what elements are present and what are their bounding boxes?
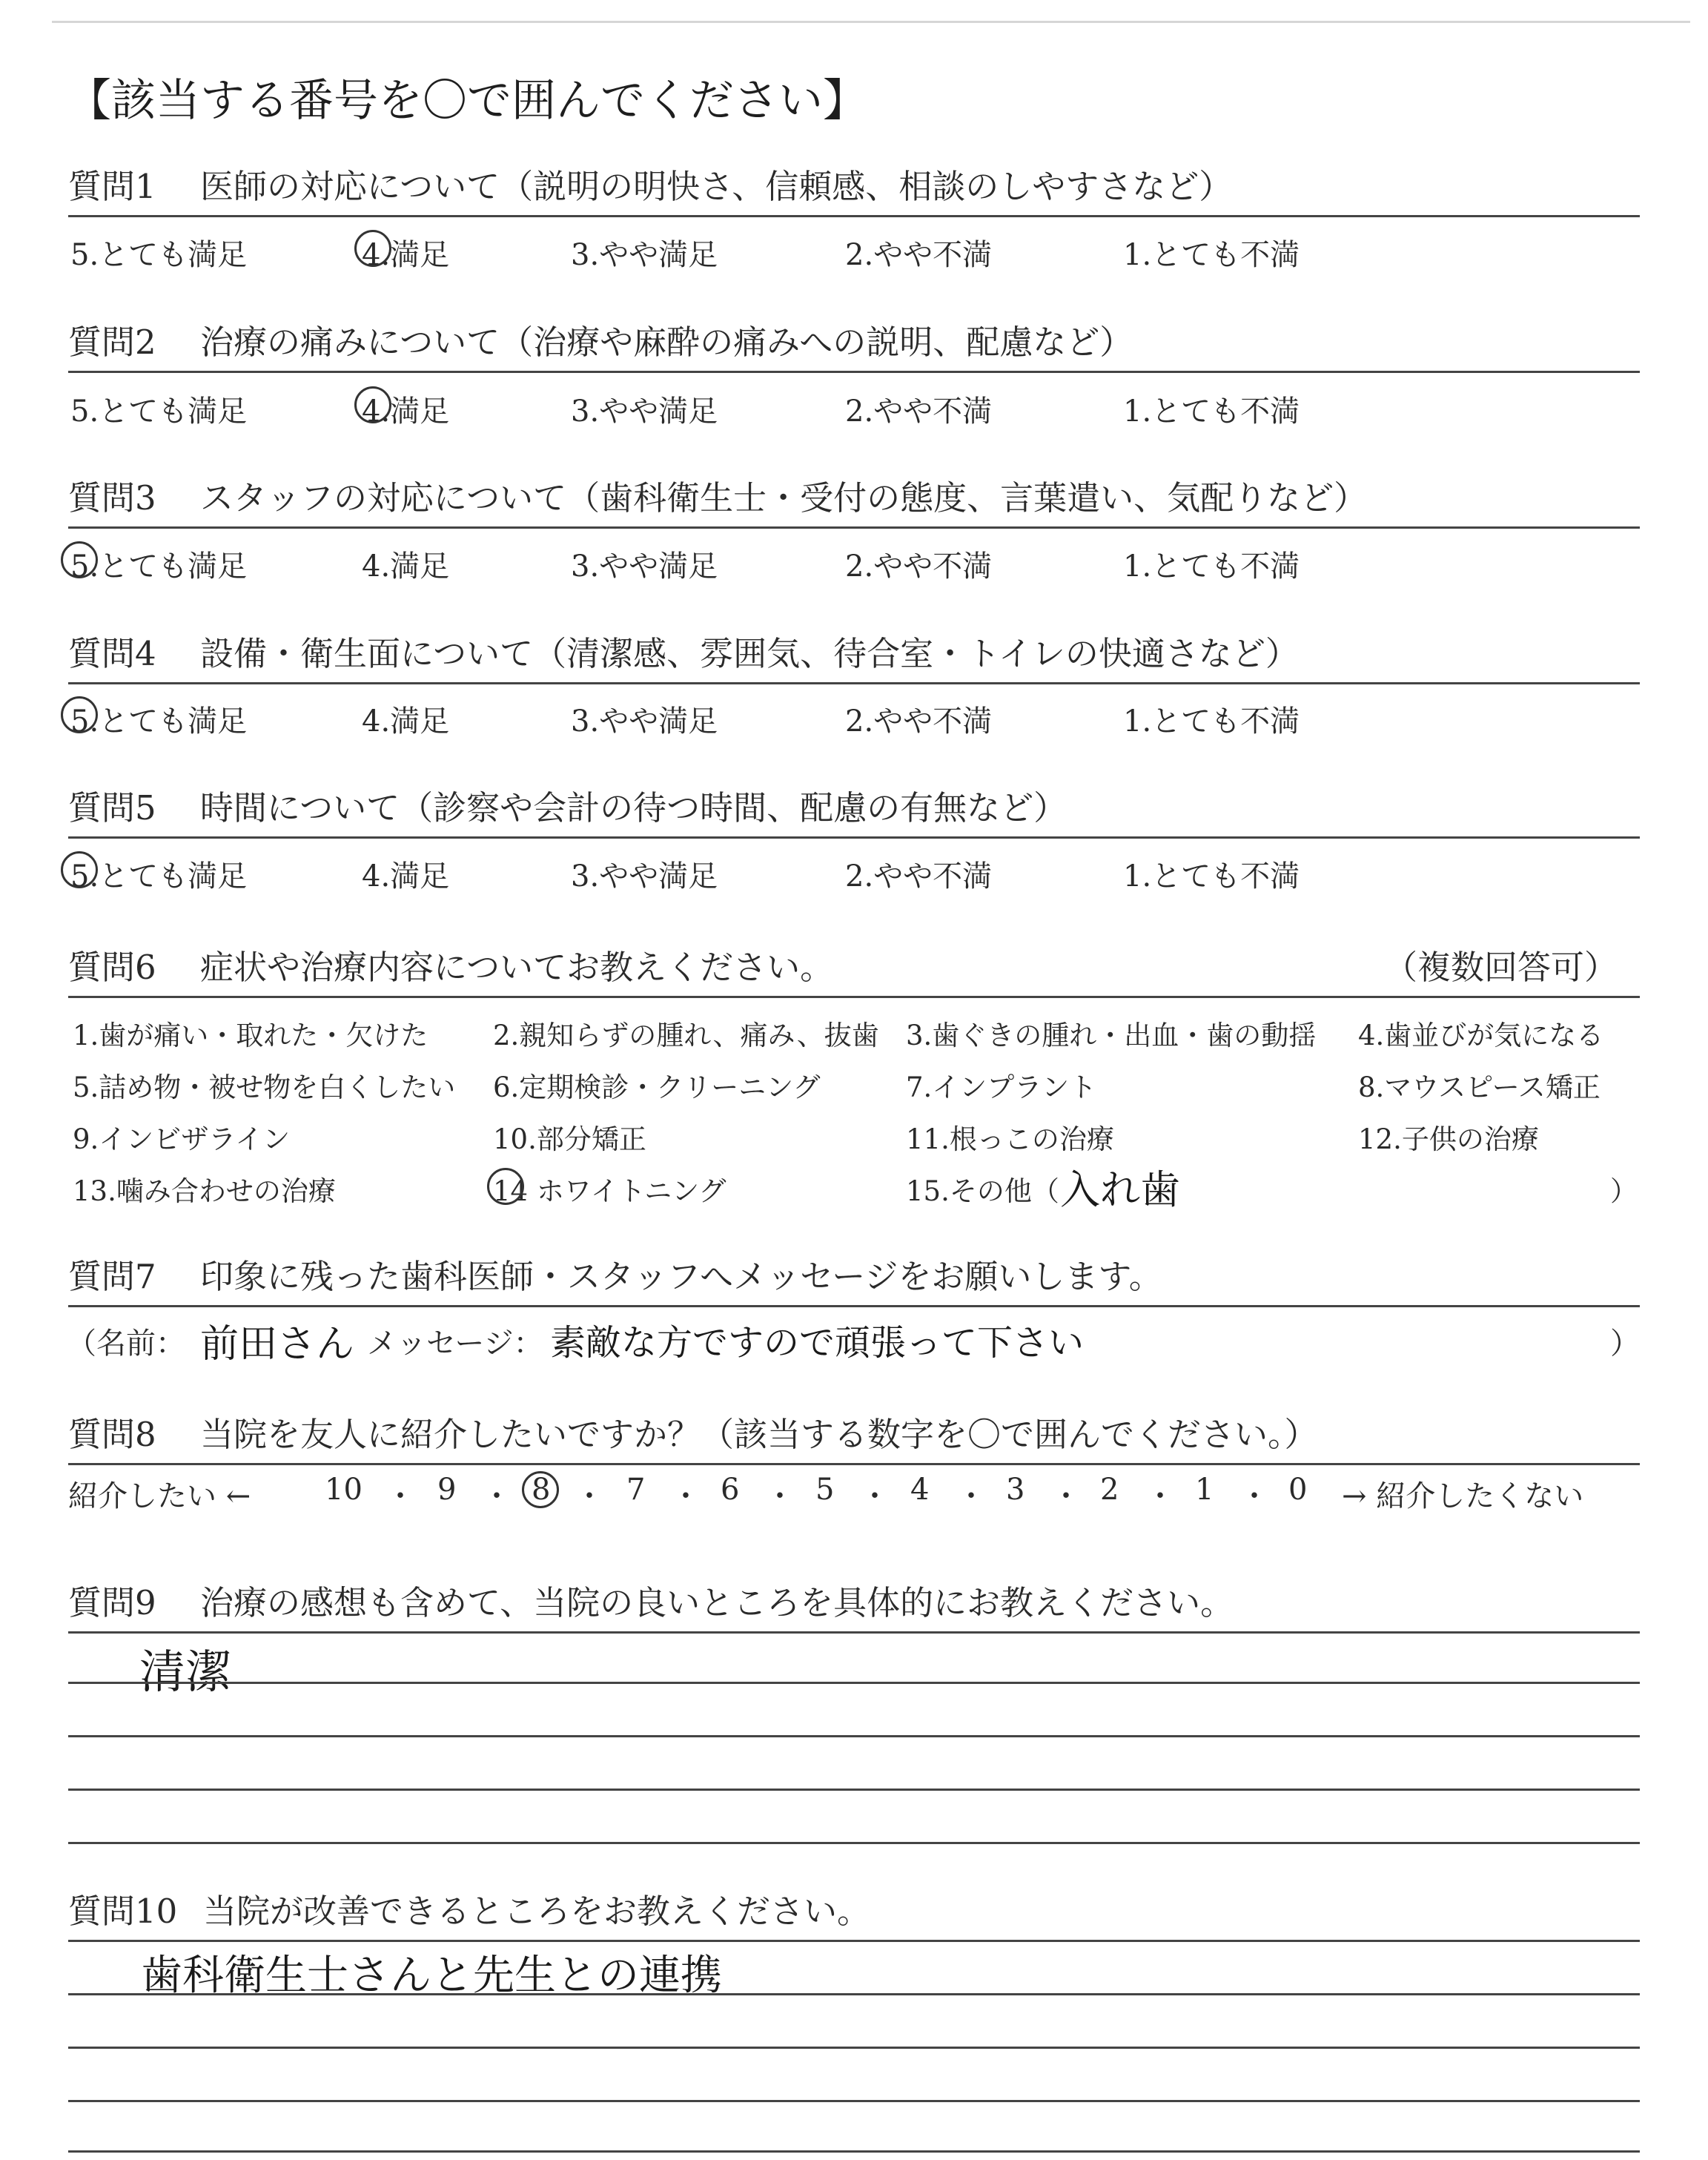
question-text: 当院を友人に紹介したいですか？（該当する数字を〇で囲んでください。） <box>200 1415 1318 1454</box>
checklist-item[interactable]: 14 ホワイトニング <box>493 1175 726 1207</box>
question-1 <box>68 156 1640 217</box>
question-2 <box>68 311 1640 373</box>
option-2[interactable]: 2.やや不満 <box>845 238 993 272</box>
scale-value[interactable]: 6 <box>721 1473 740 1507</box>
option-2[interactable]: 2.やや不満 <box>845 549 993 584</box>
checklist-item[interactable]: 4.歯並びが気になる <box>1358 1020 1604 1051</box>
scale-dot: ・ <box>765 1479 795 1513</box>
question-number: 質問10 <box>68 1892 178 1931</box>
page-title: 【該当する番号を〇で囲んでください】 <box>67 75 867 127</box>
answer-line <box>68 1940 1640 1942</box>
scale-left-label: 紹介したい ← <box>68 1479 251 1513</box>
question-text: 治療の感想も含めて、当院の良いところを具体的にお教えください。 <box>200 1583 1234 1622</box>
question-10 <box>68 1880 1640 1940</box>
scale-dot: ・ <box>385 1479 415 1513</box>
scale-dot: ・ <box>1239 1479 1269 1513</box>
scale-dot: ・ <box>860 1479 890 1513</box>
answer-line <box>68 2100 1640 2102</box>
option-1[interactable]: 1.とても不満 <box>1123 859 1300 894</box>
question-text: 医師の対応について（説明の明快さ、信頼感、相談のしやすさなど） <box>200 167 1233 206</box>
checklist-item[interactable]: 8.マウスピース矯正 <box>1358 1071 1601 1103</box>
selected-circle <box>61 851 98 888</box>
answer-handwritten: 清潔 <box>139 1645 232 1699</box>
option-5[interactable]: 5.とても満足 <box>70 394 248 429</box>
option-3[interactable]: 3.やや満足 <box>571 859 718 894</box>
checklist-item[interactable]: 1.歯が痛い・取れた・欠けた <box>73 1020 428 1051</box>
scale-value[interactable]: 8 <box>532 1473 551 1507</box>
question-number: 質問1 <box>68 167 156 206</box>
option-1[interactable]: 1.とても不満 <box>1123 549 1300 584</box>
option-1[interactable]: 1.とても不満 <box>1123 704 1300 739</box>
option-5[interactable]: 5.とても満足 <box>70 859 248 894</box>
answer-line <box>68 1993 1640 1995</box>
message-value-handwritten: 素敵な方ですので頑張って下さい <box>550 1322 1085 1364</box>
name-label: （名前： <box>67 1327 185 1361</box>
option-5[interactable]: 5.とても満足 <box>70 549 248 584</box>
checklist-item[interactable]: 10.部分矯正 <box>493 1123 646 1155</box>
selected-circle <box>61 541 98 578</box>
selected-circle <box>522 1471 559 1508</box>
scale-dot: ・ <box>1051 1479 1081 1513</box>
option-3[interactable]: 3.やや満足 <box>571 394 718 429</box>
scale-value[interactable]: 10 <box>325 1473 363 1507</box>
checklist-item[interactable]: 5.詰め物・被せ物を白くしたい <box>73 1071 456 1103</box>
answer-handwritten: 歯科衛生士さんと先生との連携 <box>141 1952 722 2000</box>
scale-dot: ・ <box>1145 1479 1175 1513</box>
checklist-item[interactable]: 7.インプラント <box>906 1071 1097 1103</box>
message-label: メッセージ： <box>367 1327 543 1361</box>
question-number: 質問5 <box>68 788 156 828</box>
question-text: 当院が改善できるところをお教えください。 <box>203 1892 871 1931</box>
answer-line <box>68 2150 1640 2153</box>
question-text: 症状や治療内容についてお教えください。 <box>200 948 834 987</box>
option-4[interactable]: 4.満足 <box>362 704 450 739</box>
question-text: 設備・衛生面について（清潔感、雰囲気、待合室・トイレの快適さなど） <box>200 634 1299 673</box>
question-number: 質問9 <box>68 1583 156 1622</box>
selected-circle <box>354 386 391 423</box>
question-number: 質問6 <box>68 948 156 987</box>
scale-dot: ・ <box>482 1479 512 1513</box>
option-1[interactable]: 1.とても不満 <box>1123 394 1300 429</box>
scale-dot: ・ <box>671 1479 701 1513</box>
option-5[interactable]: 5.とても満足 <box>70 704 248 739</box>
checklist-item[interactable]: 11.根っこの治療 <box>906 1123 1114 1155</box>
checklist-item[interactable]: 6.定期検診・クリーニング <box>493 1071 821 1103</box>
close-paren: ） <box>1610 1175 1638 1207</box>
question-8 <box>68 1404 1640 1465</box>
close-paren: ） <box>1610 1327 1640 1361</box>
question-number: 質問7 <box>68 1257 156 1296</box>
scale-value[interactable]: 7 <box>626 1473 646 1507</box>
top-border <box>52 21 1690 23</box>
scale-value[interactable]: 5 <box>815 1473 835 1507</box>
checklist-item[interactable]: 15.その他（ <box>906 1175 1059 1207</box>
option-2[interactable]: 2.やや不満 <box>845 394 993 429</box>
answer-line <box>68 1842 1640 1844</box>
question-number: 質問8 <box>68 1415 156 1454</box>
scale-value[interactable]: 2 <box>1100 1473 1119 1507</box>
question-6 <box>68 937 1640 998</box>
question-3 <box>68 467 1640 529</box>
other-answer-handwritten: 入れ歯 <box>1060 1166 1180 1213</box>
question-text: スタッフの対応について（歯科衛生士・受付の態度、言葉遣い、気配りなど） <box>200 478 1368 518</box>
question-note: （複数回答可） <box>1383 948 1618 987</box>
checklist-item[interactable]: 3.歯ぐきの腫れ・出血・歯の動揺 <box>906 1020 1317 1051</box>
question-text: 治療の痛みについて（治療や麻酔の痛みへの説明、配慮など） <box>200 323 1133 362</box>
scale-dot: ・ <box>575 1479 604 1513</box>
option-2[interactable]: 2.やや不満 <box>845 704 993 739</box>
option-5[interactable]: 5.とても満足 <box>70 238 248 272</box>
scale-value[interactable]: 1 <box>1195 1473 1214 1507</box>
scale-right-label: → 紹介したくない <box>1342 1479 1584 1513</box>
option-3[interactable]: 3.やや満足 <box>571 549 718 584</box>
option-4[interactable]: 4.満足 <box>362 859 450 894</box>
scale-dot: ・ <box>956 1479 986 1513</box>
option-4[interactable]: 4.満足 <box>362 549 450 584</box>
checklist-item[interactable]: 13.噛み合わせの治療 <box>73 1175 336 1207</box>
option-2[interactable]: 2.やや不満 <box>845 859 993 894</box>
checklist-item[interactable]: 2.親知らずの腫れ、痛み、抜歯 <box>493 1020 879 1051</box>
option-4[interactable]: 4.満足 <box>362 238 450 272</box>
option-4[interactable]: 4.満足 <box>362 394 450 429</box>
scale-value[interactable]: 9 <box>437 1473 457 1507</box>
question-9 <box>68 1572 1640 1634</box>
question-5 <box>68 777 1640 839</box>
question-number: 質問4 <box>68 634 156 673</box>
option-1[interactable]: 1.とても不満 <box>1123 238 1300 272</box>
name-value-handwritten: 前田さん <box>200 1322 355 1367</box>
question-number: 質問2 <box>68 323 156 362</box>
option-3[interactable]: 3.やや満足 <box>571 238 718 272</box>
scale-value[interactable]: 3 <box>1006 1473 1025 1507</box>
answer-line <box>68 1735 1640 1737</box>
answer-line <box>68 1789 1640 1791</box>
question-number: 質問3 <box>68 478 156 518</box>
selected-circle <box>487 1168 524 1205</box>
scale-value[interactable]: 4 <box>910 1473 930 1507</box>
answer-line <box>68 1682 1640 1684</box>
checklist-item[interactable]: 9.インビザライン <box>73 1123 291 1155</box>
question-7 <box>68 1246 1640 1307</box>
scale-value[interactable]: 0 <box>1288 1473 1308 1507</box>
selected-circle <box>354 230 391 267</box>
question-4 <box>68 623 1640 684</box>
option-3[interactable]: 3.やや満足 <box>571 704 718 739</box>
checklist-item[interactable]: 12.子供の治療 <box>1358 1123 1539 1155</box>
question-text: 時間について（診察や会計の待つ時間、配慮の有無など） <box>200 788 1068 828</box>
question-text: 印象に残った歯科医師・スタッフへメッセージをお願いします。 <box>200 1257 1162 1296</box>
selected-circle <box>61 696 98 733</box>
answer-line <box>68 2047 1640 2049</box>
